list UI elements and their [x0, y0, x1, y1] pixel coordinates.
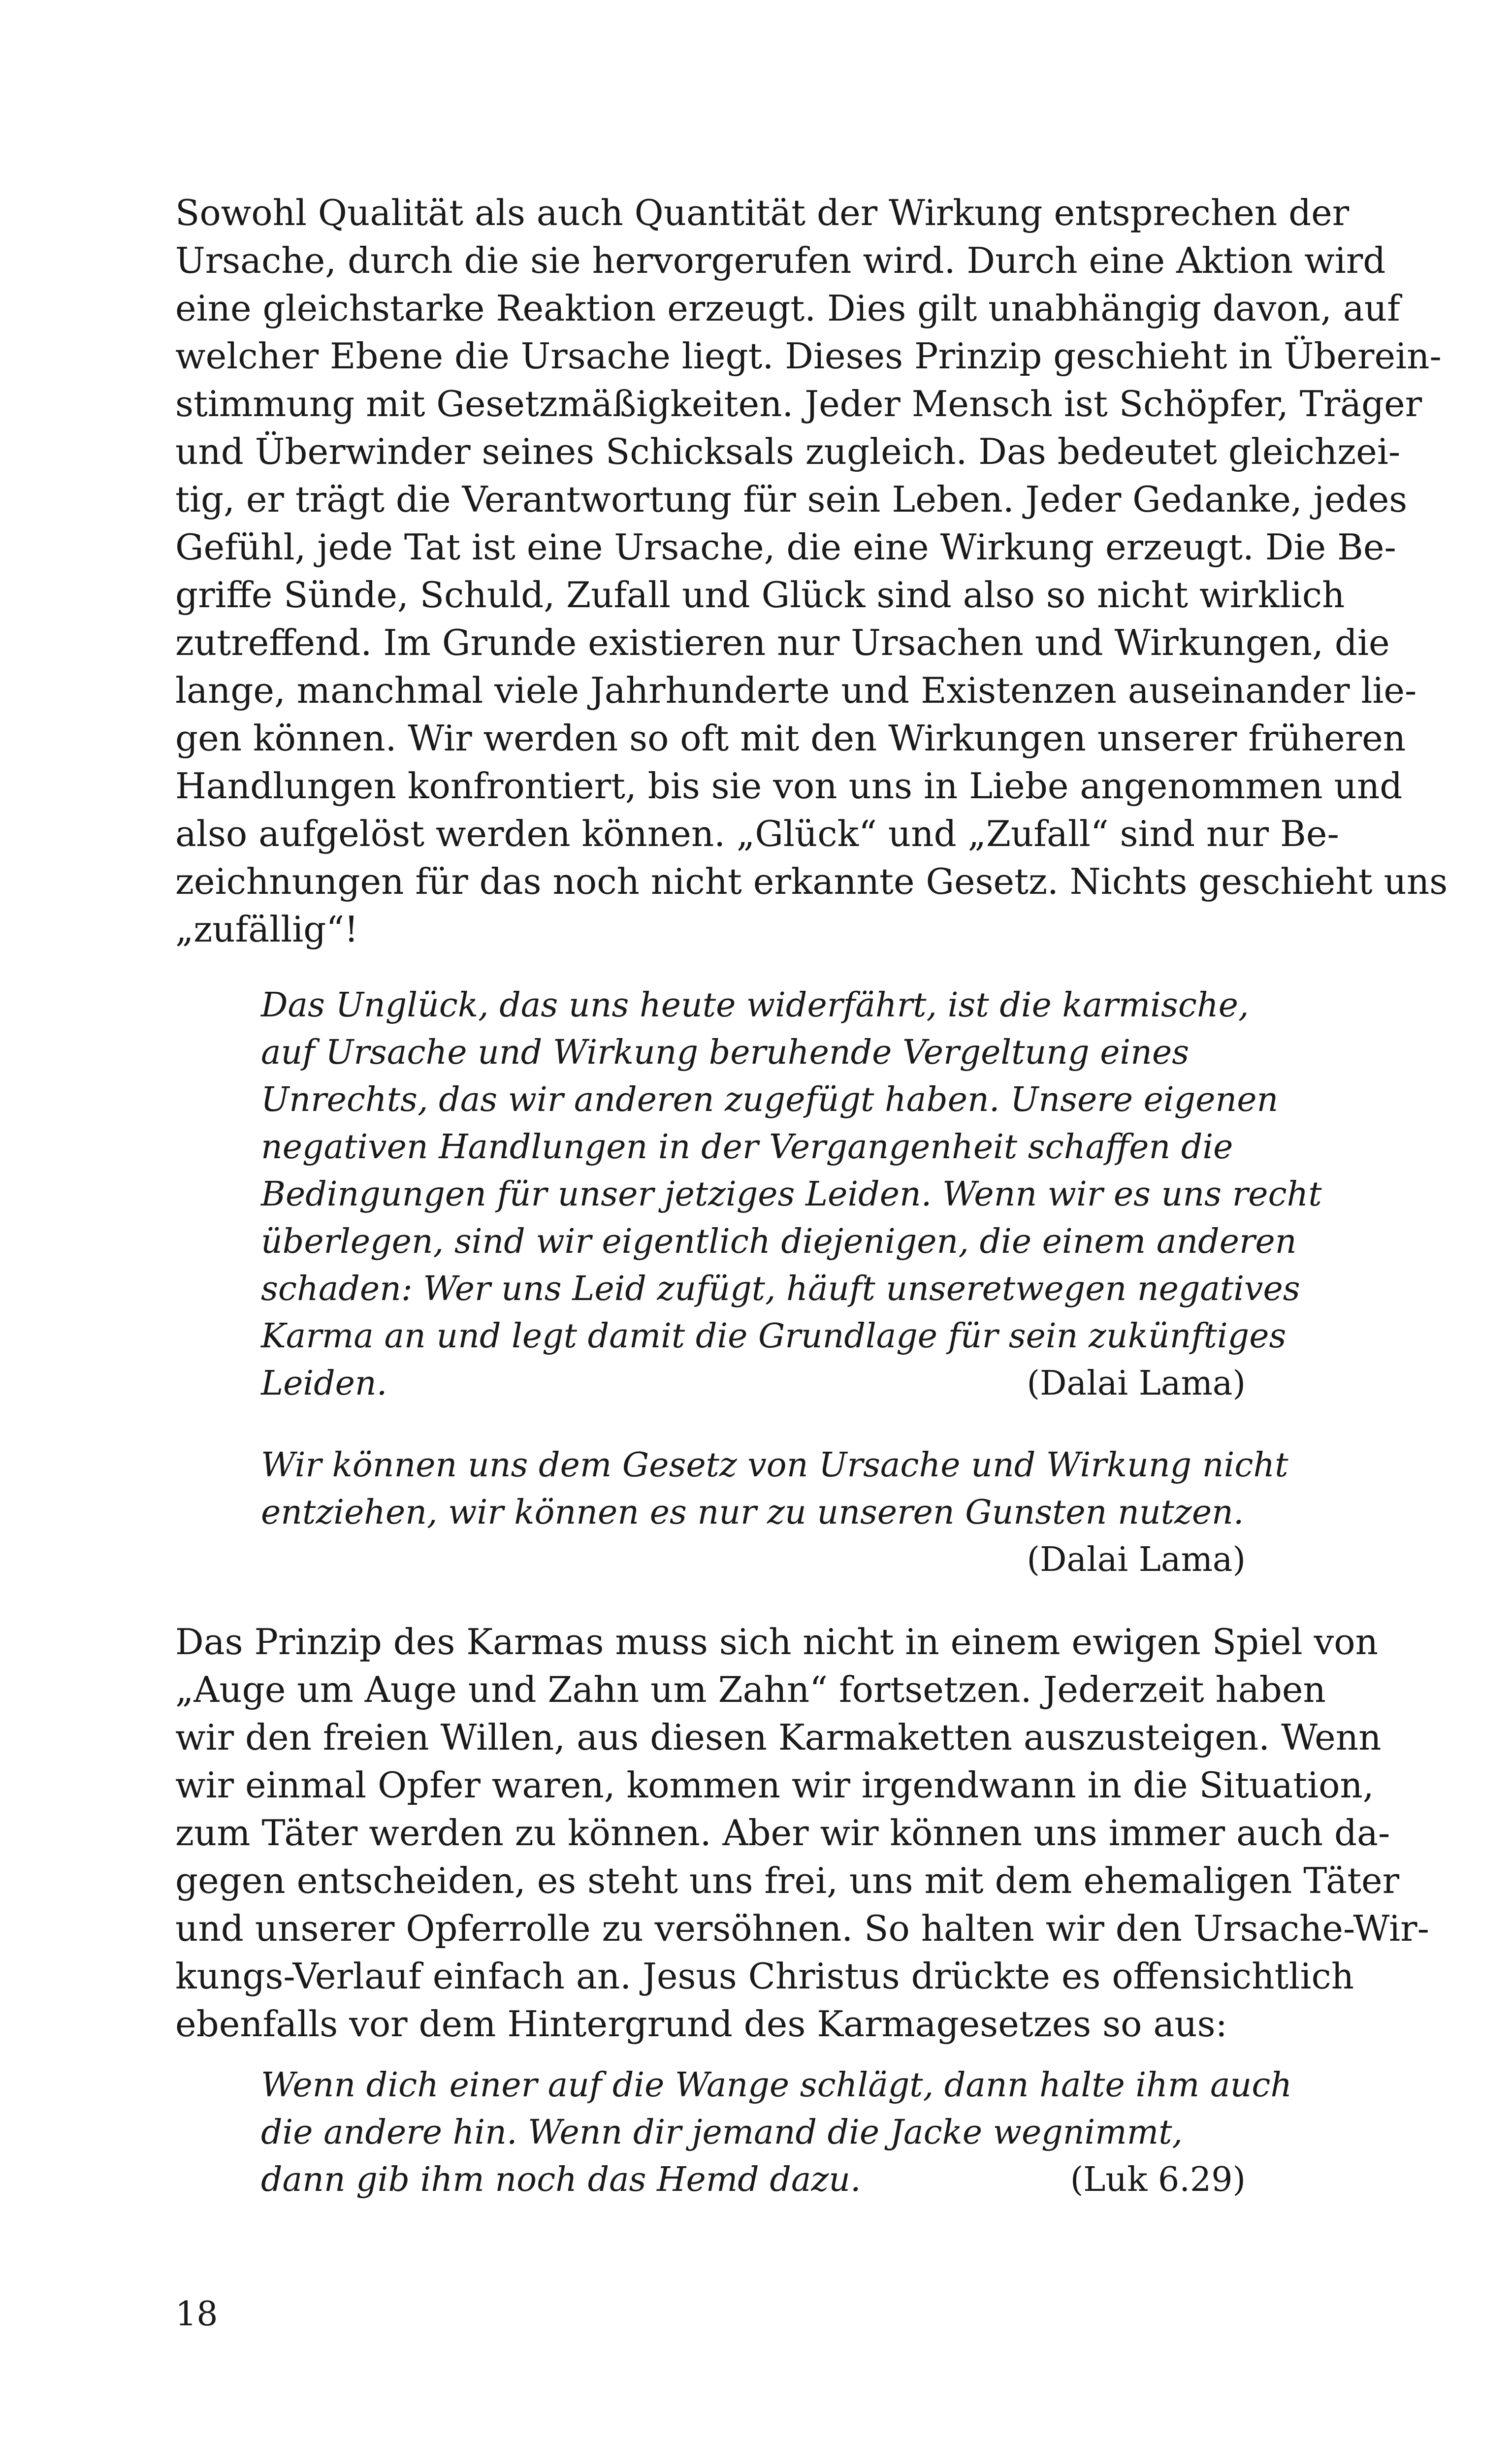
quote-dalai-lama-1 — [261, 982, 1322, 1407]
quote-line: Unrechts, das wir anderen zugefügt haben. Unsere eigenen — [261, 1080, 1279, 1119]
quote-line: Das Unglück, das uns heute widerfährt, ist die karmische, — [261, 986, 1249, 1025]
quote-line: überlegen, sind wir eigentlich diejenigen, die einem anderen — [261, 1222, 1297, 1261]
paragraph-karma-principle — [175, 189, 1448, 953]
quote-line: Leiden. — [261, 1364, 387, 1403]
text-line: kungs-Verlauf einfach an. Jesus Christus drückte es offensichtlich — [175, 1955, 1354, 1997]
text-line: wir einmal Opfer waren, kommen wir irgendwann in die Situation, — [175, 1764, 1374, 1806]
quote-source: (Dalai Lama) — [1027, 1364, 1246, 1403]
quote-line: Wir können uns dem Gesetz von Ursache und Wirkung nicht — [261, 1446, 1288, 1485]
quote-line: dann gib ihm noch das Hemd dazu. — [261, 2160, 861, 2199]
text-line: also aufgelöst werden können. „Glück“ und „Zufall“ sind nur Be- — [175, 813, 1339, 854]
text-line: zeichnungen für das noch nicht erkannte Gesetz. Nichts geschieht uns — [175, 861, 1448, 902]
quote-line: schaden: Wer uns Leid zufügt, häuft unseretwegen negatives — [261, 1270, 1300, 1308]
text-line: tig, er trägt die Verantwortung für sein Leben. Jeder Gedanke, jedes — [175, 479, 1408, 520]
text-line: gegen entscheiden, es steht uns frei, uns mit dem ehemaligen Täter — [175, 1860, 1400, 1901]
quote-source: (Luk 6.29) — [1070, 2160, 1246, 2199]
paragraph-karma-chain — [175, 1618, 1429, 2048]
text-line: zum Täter werden zu können. Aber wir können uns immer auch da- — [175, 1812, 1390, 1854]
quote-dalai-lama-2 — [261, 1442, 1288, 1584]
quote-line: negativen Handlungen in der Vergangenheit schaffen die — [261, 1128, 1233, 1167]
quote-line: auf Ursache und Wirkung beruhende Vergeltung eines — [261, 1033, 1190, 1072]
text-line: zutreffend. Im Grunde existieren nur Ursachen und Wirkungen, die — [175, 622, 1390, 663]
text-line: welcher Ebene die Ursache liegt. Dieses Prinzip geschieht in Überein- — [175, 335, 1442, 377]
text-line: eine gleichstarke Reaktion erzeugt. Dies gilt unabhängig davon, auf — [175, 288, 1400, 329]
text-line: Handlungen konfrontiert, bis sie von uns in Liebe angenommen und — [175, 765, 1403, 807]
text-line: Das Prinzip des Karmas muss sich nicht in einem ewigen Spiel von — [175, 1621, 1378, 1662]
quote-line: Bedingungen für unser jetziges Leiden. Wenn wir es uns recht — [261, 1175, 1322, 1214]
quote-source: (Dalai Lama) — [1027, 1540, 1246, 1579]
text-line: und Überwinder seines Schicksals zugleich. Das bedeutet gleichzei- — [175, 431, 1401, 472]
quote-line-with-source — [261, 1360, 1246, 1407]
quote-luke — [261, 2062, 1292, 2204]
quote-line: Wenn dich einer auf die Wange schlägt, dann halte ihm auch — [261, 2066, 1292, 2105]
text-line: Sowohl Qualität als auch Quantität der Wirkung entsprechen der — [175, 192, 1350, 233]
text-line: „Auge um Auge und Zahn um Zahn“ fortsetzen. Jederzeit haben — [175, 1669, 1326, 1710]
text-line: ebenfalls vor dem Hintergrund des Karmagesetzes so aus: — [175, 2003, 1227, 2045]
text-line: wir den freien Willen, aus diesen Karmaketten auszusteigen. Wenn — [175, 1717, 1382, 1758]
text-line: stimmung mit Gesetzmäßigkeiten. Jeder Mensch ist Schöpfer, Träger — [175, 383, 1422, 424]
text-line: lange, manchmal viele Jahrhunderte und Existenzen auseinander lie- — [175, 670, 1417, 711]
quote-line: entziehen, wir können es nur zu unseren Gunsten nutzen. — [261, 1493, 1244, 1532]
text-line: und unserer Opferrolle zu versöhnen. So halten wir den Ursache-Wir- — [175, 1908, 1429, 1949]
quote-line: die andere hin. Wenn dir jemand die Jacke wegnimmt, — [261, 2113, 1183, 2152]
text-line: griffe Sünde, Schuld, Zufall und Glück sind also so nicht wirklich — [175, 574, 1345, 616]
page-body — [175, 189, 1448, 2204]
text-line: Gefühl, jede Tat ist eine Ursache, die eine Wirkung erzeugt. Die Be- — [175, 526, 1396, 568]
text-line: Ursache, durch die sie hervorgerufen wird. Durch eine Aktion wird — [175, 240, 1386, 281]
quote-line-with-source — [261, 2156, 1246, 2204]
text-line: gen können. Wir werden so oft mit den Wirkungen unserer früheren — [175, 717, 1406, 759]
quote-line: Karma an und legt damit die Grundlage für sein zukünftiges — [261, 1317, 1287, 1356]
text-line: „zufällig“! — [175, 909, 359, 950]
page-number: 18 — [175, 2295, 218, 2334]
